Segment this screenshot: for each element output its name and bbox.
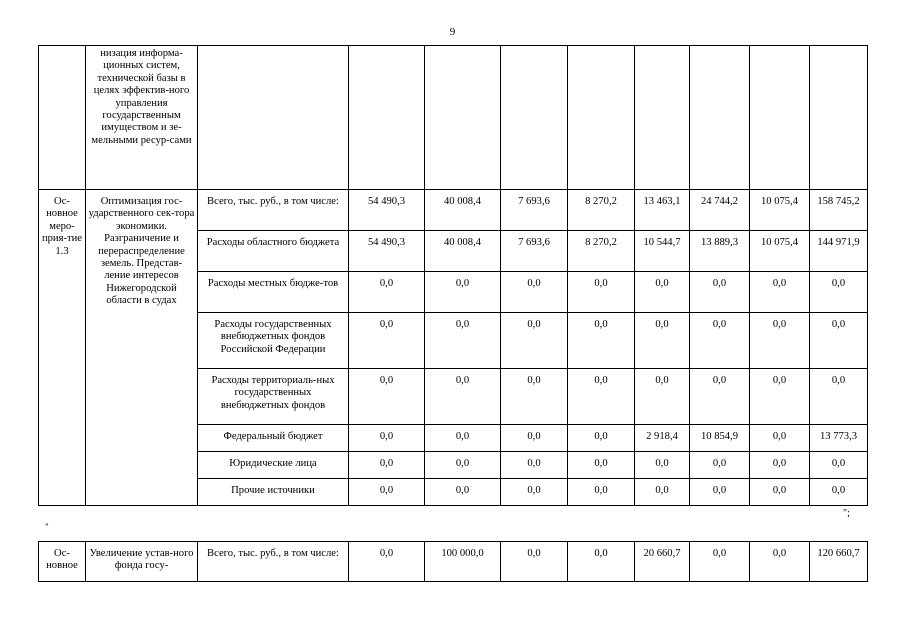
value-cell: 0,0 xyxy=(568,272,635,313)
value-cell: 54 490,3 xyxy=(349,231,425,272)
next-measure-description: Увеличение устав-ного фонда госу- xyxy=(86,542,198,582)
value-cell: 0,0 xyxy=(810,452,868,479)
value-cell: 0,0 xyxy=(568,452,635,479)
value-cell: 0,0 xyxy=(810,479,868,506)
value-cell: 0,0 xyxy=(425,452,501,479)
value-cell: 10 075,4 xyxy=(750,190,810,231)
value-cell: 7 693,6 xyxy=(501,231,568,272)
value-cell: 0,0 xyxy=(349,479,425,506)
page-number: 9 xyxy=(449,26,456,38)
value-cell: 0,0 xyxy=(501,452,568,479)
value-cell: 120 660,7 xyxy=(810,542,868,582)
value-cell: 7 693,6 xyxy=(501,190,568,231)
value-cell: 0,0 xyxy=(750,542,810,582)
funding-source: Прочие источники xyxy=(198,479,349,506)
value-cell: 0,0 xyxy=(568,313,635,369)
funding-source: Расходы местных бюдже-тов xyxy=(198,272,349,313)
value-cell: 0,0 xyxy=(690,313,750,369)
value-cell: 0,0 xyxy=(425,479,501,506)
next-measure-row xyxy=(39,542,868,582)
funding-source: Расходы государственных внебюджетных фондов Российской Федерации xyxy=(198,313,349,369)
value-cell: 40 008,4 xyxy=(425,231,501,272)
value-cell: 10 544,7 xyxy=(635,231,690,272)
funding-source: Расходы областного бюджета xyxy=(198,231,349,272)
value-cell: 144 971,9 xyxy=(810,231,868,272)
next-measure-name: Ос-новное xyxy=(39,542,86,582)
value-cell: 0,0 xyxy=(349,313,425,369)
value-cell: 0,0 xyxy=(425,425,501,452)
value-cell: 10 075,4 xyxy=(750,231,810,272)
value-cell: 0,0 xyxy=(690,272,750,313)
value-cell: 0,0 xyxy=(690,542,750,582)
program-funding-table xyxy=(38,45,868,506)
measure-name: Ос-новное меро-прия-тие 1.3 xyxy=(39,190,86,506)
value-cell: 0,0 xyxy=(635,272,690,313)
value-cell: 0,0 xyxy=(425,369,501,425)
program-funding-body xyxy=(39,46,868,506)
value-cell: 0,0 xyxy=(750,272,810,313)
value-cell: 0,0 xyxy=(349,369,425,425)
value-cell: 0,0 xyxy=(349,425,425,452)
value-cell: 0,0 xyxy=(750,425,810,452)
value-cell: 0,0 xyxy=(810,272,868,313)
continued-description: низация информа-ционных систем, технической базы в целях эффектив-ного управления государственным имуществом и зе-мельными ресур-сами xyxy=(86,46,198,190)
value-cell: 0,0 xyxy=(568,479,635,506)
value-cell: 0,0 xyxy=(810,313,868,369)
value-cell: 0,0 xyxy=(425,272,501,313)
funding-row xyxy=(39,190,868,231)
funding-source: Юридические лица xyxy=(198,452,349,479)
value-cell: 0,0 xyxy=(349,452,425,479)
continued-row xyxy=(39,46,868,190)
value-cell: 40 008,4 xyxy=(425,190,501,231)
next-funding-source: Всего, тыс. руб., в том числе: xyxy=(198,542,349,582)
value-cell: 0,0 xyxy=(501,369,568,425)
value-cell: 0,0 xyxy=(750,479,810,506)
value-cell: 0,0 xyxy=(635,369,690,425)
funding-source: Расходы территориаль-ных государственных внебюджетных фондов xyxy=(198,369,349,425)
value-cell: 0,0 xyxy=(501,425,568,452)
value-cell: 8 270,2 xyxy=(568,231,635,272)
value-cell: 24 744,2 xyxy=(690,190,750,231)
value-cell: 0,0 xyxy=(750,369,810,425)
value-cell: 158 745,2 xyxy=(810,190,868,231)
value-cell: 0,0 xyxy=(690,479,750,506)
funding-source: Федеральный бюджет xyxy=(198,425,349,452)
value-cell: 0,0 xyxy=(750,452,810,479)
value-cell: 0,0 xyxy=(568,542,635,582)
value-cell: 0,0 xyxy=(425,313,501,369)
value-cell: 100 000,0 xyxy=(425,542,501,582)
value-cell: 0,0 xyxy=(501,313,568,369)
value-cell: 0,0 xyxy=(501,479,568,506)
value-cell: 0,0 xyxy=(810,369,868,425)
value-cell: 0,0 xyxy=(568,369,635,425)
value-cell: 0,0 xyxy=(635,452,690,479)
value-cell: 20 660,7 xyxy=(635,542,690,582)
value-cell: 0,0 xyxy=(750,313,810,369)
next-measure-table xyxy=(38,541,868,582)
value-cell: 0,0 xyxy=(635,479,690,506)
value-cell: 54 490,3 xyxy=(349,190,425,231)
value-cell: 13 773,3 xyxy=(810,425,868,452)
value-cell: 0,0 xyxy=(568,425,635,452)
value-cell: 0,0 xyxy=(349,272,425,313)
value-cell: 0,0 xyxy=(690,452,750,479)
value-cell: 0,0 xyxy=(349,542,425,582)
value-cell: 10 854,9 xyxy=(690,425,750,452)
value-cell: 0,0 xyxy=(635,313,690,369)
measure-description: Оптимизация гос-ударственного сек-тора экономики. Разграничение и перераспределение земель. Представ-ление интересов Нижегородской области в судах xyxy=(86,190,198,506)
quote-open: " xyxy=(45,522,49,532)
value-cell: 0,0 xyxy=(501,542,568,582)
value-cell: 0,0 xyxy=(501,272,568,313)
value-cell: 0,0 xyxy=(690,369,750,425)
value-cell: 8 270,2 xyxy=(568,190,635,231)
continued-measure-cell xyxy=(39,46,86,190)
value-cell: 13 463,1 xyxy=(635,190,690,231)
funding-source: Всего, тыс. руб., в том числе: xyxy=(198,190,349,231)
value-cell: 13 889,3 xyxy=(690,231,750,272)
quote-close: "; xyxy=(843,508,850,519)
value-cell: 2 918,4 xyxy=(635,425,690,452)
